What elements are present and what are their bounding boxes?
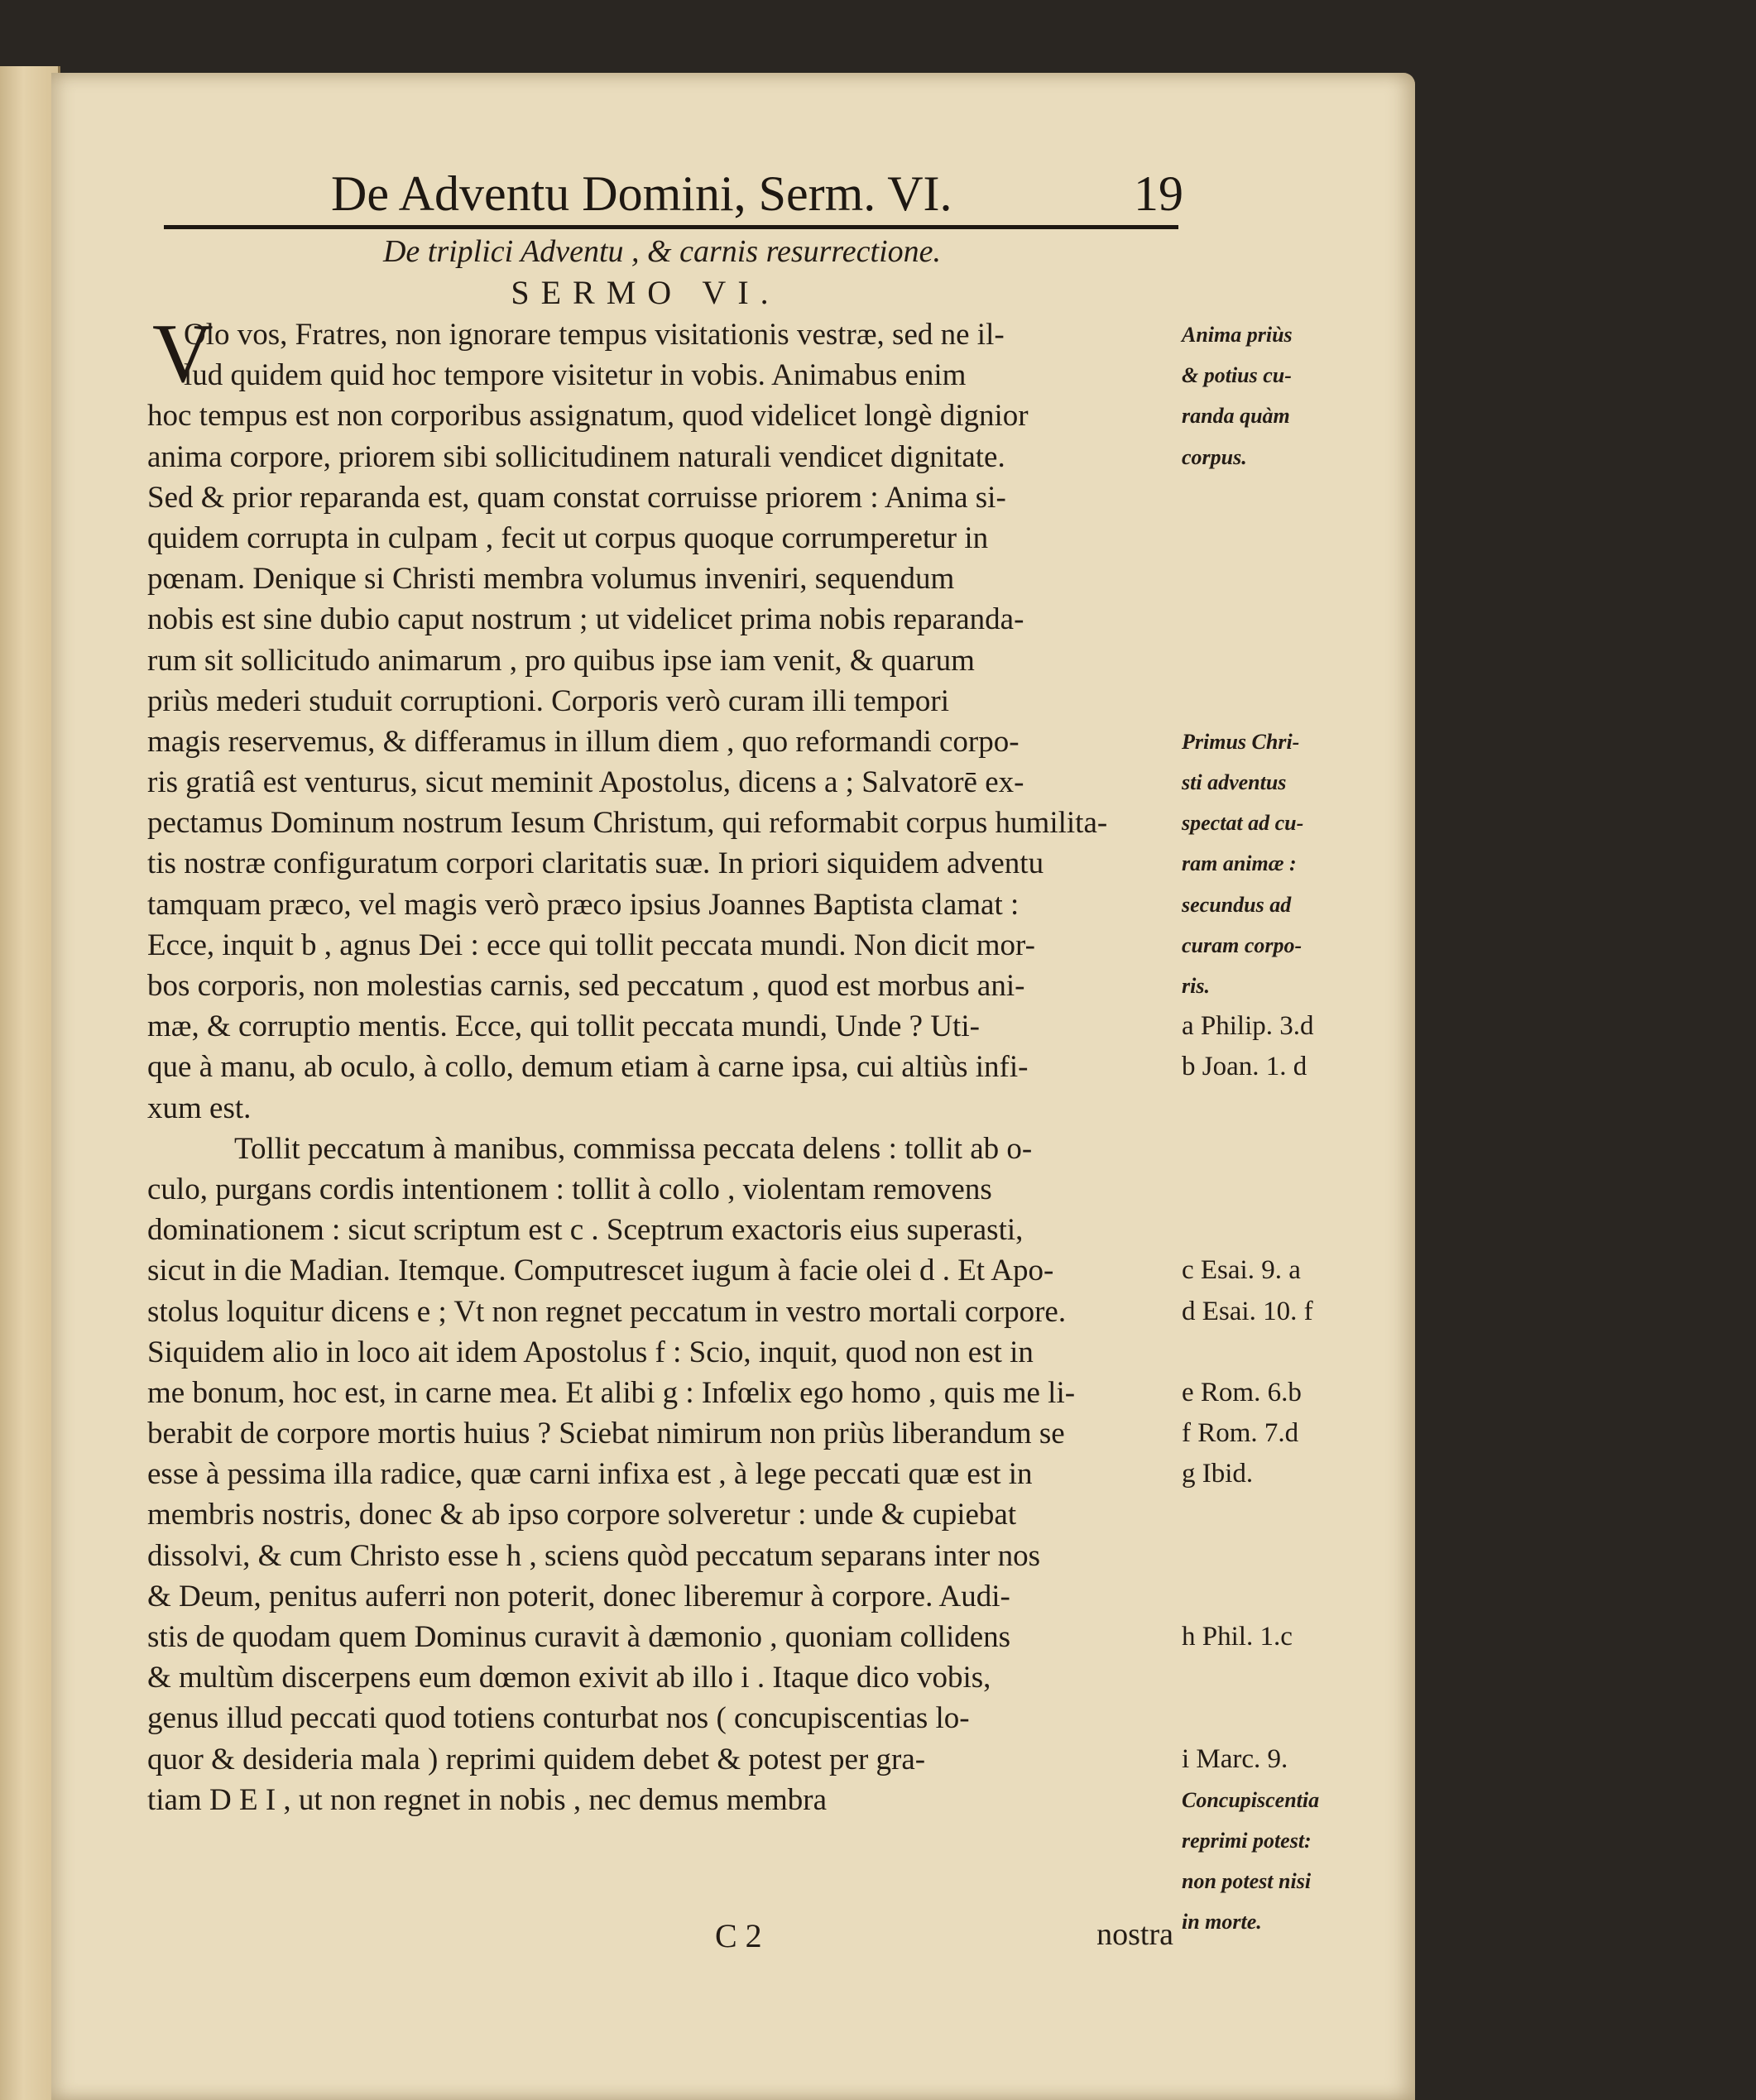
sermon-subtitle: De triplici Adventu , & carnis resurrectione.: [382, 234, 942, 269]
text-line: rum sit sollicitudo animarum , pro quibus ipse iam venit, & quarum: [147, 643, 975, 678]
margin-note-line: [1182, 640, 1397, 681]
margin-note-line: ris.: [1182, 974, 1210, 998]
margin-note-line: curam corpo-: [1182, 933, 1303, 957]
text-line: tamquam præco, vel magis verò præco ipsius Joannes Baptista clamat :: [147, 887, 1020, 922]
catchword: nostra: [1096, 1917, 1173, 1952]
margin-note-line: [1182, 1129, 1397, 1169]
text-line: xum est.: [147, 1091, 252, 1125]
margin-note-line: [1182, 1169, 1397, 1210]
text-line: nobis est sine dubio caput nostrum ; ut videlicet prima nobis reparanda-: [147, 602, 1024, 637]
text-line: Tollit peccatum à manibus, commissa peccata delens : tollit ab o-: [234, 1131, 1033, 1166]
margin-note-line: [1182, 681, 1397, 722]
margin-note-line: [1182, 477, 1397, 518]
margin-note-line: & potius cu-: [1182, 363, 1292, 388]
text-line: tis nostræ configuratum corpori claritatis suæ. In priori siquidem adventu: [147, 846, 1044, 881]
text-line: pectamus Dominum nostrum Iesum Christum, qui reformabit corpus humilita-: [147, 806, 1108, 841]
margin-note-line: Concupiscentia: [1182, 1787, 1320, 1812]
text-line: bos corporis, non molestias carnis, sed peccatum , quod est morbus ani-: [147, 969, 1025, 1003]
header-rule: [164, 225, 1178, 229]
text-line: pœnam. Denique si Christi membra volumus inveniri, sequendum: [147, 562, 955, 597]
margin-note-line: Primus Chri-: [1182, 729, 1300, 754]
text-line: Siquidem alio in loco ait idem Apostolus f : Scio, inquit, quod non est in: [147, 1335, 1034, 1369]
text-line: tiam D E I , ut non regnet in nobis , nec demus membra: [147, 1782, 828, 1817]
text-line: dissolvi, & cum Christo esse h , sciens quòd peccatum separans inter nos: [147, 1538, 1040, 1573]
margin-note-line: [1182, 1210, 1397, 1250]
running-head: [273, 165, 1183, 223]
text-line: stolus loquitur dicens e ; Vt non regnet peccatum in vestro mortali corpore.: [147, 1294, 1067, 1329]
margin-note-line: [1182, 1332, 1397, 1373]
page-footer: [147, 1916, 1173, 1958]
margin-note-line: Anima priùs: [1182, 323, 1293, 347]
margin-note-line: e Rom. 6.b: [1182, 1377, 1302, 1407]
margin-note-line: [1182, 599, 1397, 640]
text-line: Olo vos, Fratres, non ignorare tempus visitationis vestræ, sed ne il-: [184, 318, 1005, 352]
margin-note-line: non potest nisi: [1182, 1869, 1312, 1894]
running-head-title: De Adventu Domini, Serm. VI.: [331, 166, 952, 221]
page-number: 19: [1134, 166, 1183, 221]
margin-note-line: f Rom. 7.d: [1182, 1418, 1299, 1449]
text-line: quor & desideria mala ) reprimi quidem debet & potest per gra-: [147, 1742, 926, 1776]
text-line: quidem corrupta in culpam , fecit ut corpus quoque corrumperetur in: [147, 520, 989, 555]
margin-note-line: [1182, 1657, 1397, 1698]
margin-note-line: [1182, 1536, 1397, 1576]
margin-note-line: reprimi potest:: [1182, 1828, 1312, 1853]
text-line: ris gratiâ est venturus, sicut meminit Apostolus, dicens a ; Salvatorē ex-: [147, 765, 1024, 800]
text-line: que à manu, ab oculo, à collo, demum etiam à carne ipsa, cui altiùs infi-: [147, 1050, 1029, 1085]
text-line: culo, purgans cordis intentionem : tollit à collo , violentam removens: [147, 1172, 992, 1206]
margin-note-line: [1182, 1698, 1397, 1738]
text-line: genus illud peccati quod totiens conturbat nos ( concupiscentias lo-: [147, 1701, 970, 1736]
margin-note-line: in morte.: [1182, 1910, 1262, 1935]
text-line: stis de quodam quem Dominus curavit à dæmonio , quoniam collidens: [147, 1620, 1011, 1654]
text-line: me bonum, hoc est, in carne mea. Et alibi g : Infœlix ego homo , quis me li-: [147, 1375, 1076, 1410]
margin-note-line: ram animæ :: [1182, 851, 1297, 876]
text-line: sicut in die Madian. Itemque. Computrescet iugum à facie olei d . Et Apo-: [147, 1254, 1054, 1288]
margin-note-line: secundus ad: [1182, 892, 1292, 917]
margin-note-line: randa quàm: [1182, 404, 1290, 429]
text-line: & multùm discerpens eum dœmon exivit ab illo i . Itaque dico vobis,: [147, 1661, 991, 1695]
text-line: mæ, & corruptio mentis. Ecce, qui tollit peccata mundi, Unde ? Uti-: [147, 1009, 980, 1044]
drop-cap: V: [152, 307, 214, 400]
body-text: [147, 307, 1173, 1820]
text-line: esse à pessima illa radice, quæ carni infixa est , à lege peccati quæ est in: [147, 1457, 1033, 1492]
margin-note-line: g Ibid.: [1182, 1459, 1254, 1489]
text-line: magis reservemus, & differamus in illum diem , quo reformandi corpo-: [147, 724, 1020, 759]
background-right: [1415, 0, 1756, 2100]
text-line: & Deum, penitus auferri non poterit, donec liberemur à corpore. Audi-: [147, 1579, 1010, 1613]
margin-note-line: spectat ad cu-: [1182, 811, 1304, 836]
text-line: lud quidem quid hoc tempore visitetur in vobis. Animabus enim: [184, 358, 967, 393]
text-line: membris nostris, donec & ab ipso corpore solveretur : unde & cupiebat: [147, 1498, 1017, 1532]
margin-note-line: [1182, 559, 1397, 599]
text-line: dominationem : sicut scriptum est c . Sceptrum exactoris eius superasti,: [147, 1213, 1024, 1248]
margin-note-line: [1182, 1494, 1397, 1535]
margin-note-line: [1182, 1088, 1397, 1129]
margin-note-line: b Joan. 1. d: [1182, 1052, 1307, 1082]
text-line: priùs mederi studuit corruptioni. Corporis verò curam illi tempori: [147, 683, 950, 718]
sermon-heading: SERMO VI.: [511, 274, 780, 311]
text-line: anima corpore, priorem sibi sollicitudinem naturali vendicet dignitate.: [147, 439, 1005, 474]
margin-note-line: d Esai. 10. f: [1182, 1296, 1313, 1326]
margin-note-line: h Phil. 1.c: [1182, 1622, 1293, 1652]
margin-notes: [1182, 314, 1397, 1943]
signature-mark: C 2: [715, 1917, 762, 1954]
margin-note-line: c Esai. 9. a: [1182, 1255, 1301, 1286]
margin-note-line: [1182, 1576, 1397, 1617]
margin-note-line: sti adventus: [1182, 770, 1287, 795]
text-line: Ecce, inquit b , agnus Dei : ecce qui tollit peccata mundi. Non dicit mor-: [147, 928, 1035, 962]
text-line: hoc tempus est non corporibus assignatum, quod videlicet longè dignior: [147, 399, 1029, 434]
margin-note-line: corpus.: [1182, 444, 1247, 469]
margin-note-line: i Marc. 9.: [1182, 1743, 1288, 1774]
text-line: Sed & prior reparanda est, quam constat corruisse priorem : Anima si-: [147, 480, 1006, 515]
margin-note-line: a Philip. 3.d: [1182, 1011, 1314, 1042]
margin-note-line: [1182, 518, 1397, 559]
text-line: berabit de corpore mortis huius ? Sciebat nimirum non priùs liberandum se: [147, 1417, 1065, 1451]
